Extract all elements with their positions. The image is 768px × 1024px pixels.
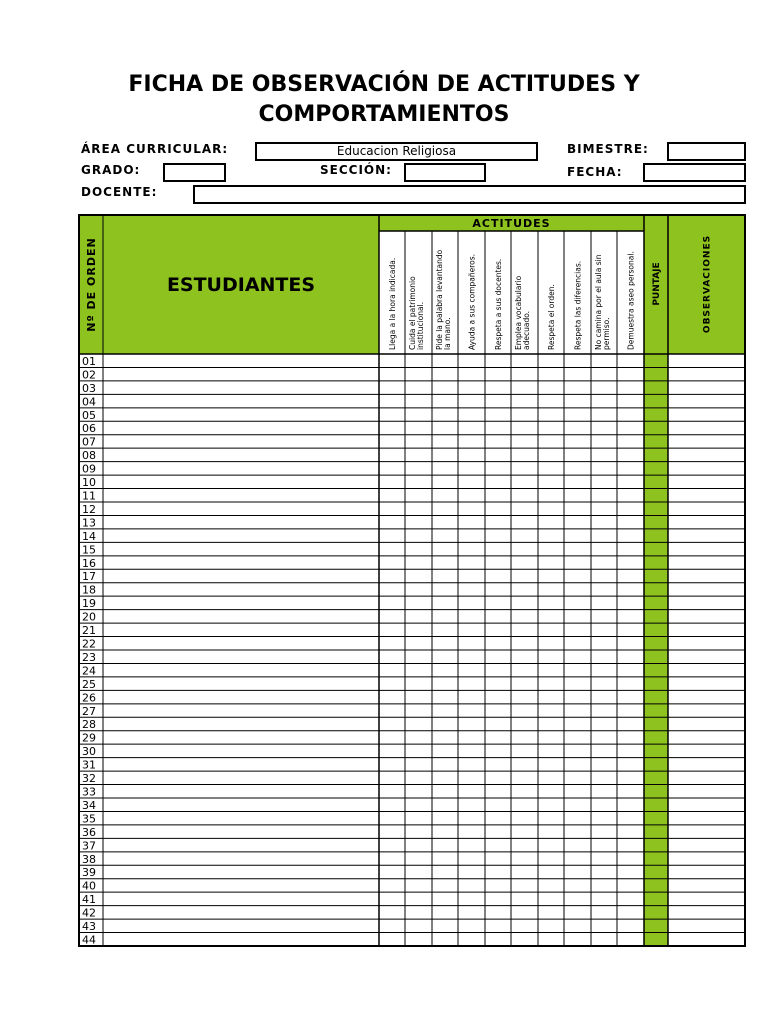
row-number: 14 xyxy=(82,529,96,543)
actitudes-header: ACTITUDES xyxy=(472,217,551,230)
actitud-label-9: No camina por el aula sin xyxy=(594,254,603,350)
row-number: 25 xyxy=(82,677,96,691)
actitud-label-3: la mano. xyxy=(443,317,452,350)
row-number: 29 xyxy=(82,731,96,745)
actitud-label-9: permiso. xyxy=(602,317,611,350)
actitud-label-6: Emplea vocabulario xyxy=(514,275,523,350)
row-number: 22 xyxy=(82,637,96,651)
row-number: 33 xyxy=(82,785,96,799)
row-number: 26 xyxy=(82,691,96,705)
actitud-label-6: adecuado. xyxy=(522,310,531,350)
row-number: 21 xyxy=(82,624,96,638)
actitud-label-4: Ayuda a sus compañeros. xyxy=(467,253,477,350)
row-number: 36 xyxy=(82,825,96,839)
actitud-label-1: Llega a la hora indicada. xyxy=(388,257,397,350)
row-number: 03 xyxy=(82,381,96,395)
area-curricular-label: ÁREA CURRICULAR: xyxy=(81,142,229,156)
row-number: 28 xyxy=(82,718,96,732)
actitud-label-8: Respeta las diferencias. xyxy=(573,260,583,350)
row-number: 09 xyxy=(82,462,96,476)
row-number: 07 xyxy=(82,435,96,449)
row-number: 35 xyxy=(82,812,96,826)
row-number: 15 xyxy=(82,543,96,557)
bimestre-label: BIMESTRE: xyxy=(567,142,649,156)
area-curricular-value: Educacion Religiosa xyxy=(336,144,457,158)
row-number: 01 xyxy=(82,354,96,368)
row-number: 02 xyxy=(82,368,96,382)
row-number: 32 xyxy=(82,772,96,786)
document-title-line2: COMPORTAMIENTOS xyxy=(258,102,510,127)
row-number: 38 xyxy=(82,852,96,866)
row-number: 04 xyxy=(82,395,96,409)
row-number: 16 xyxy=(82,556,96,570)
row-number: 44 xyxy=(82,933,96,947)
puntaje-header: PUNTAJE xyxy=(652,262,662,306)
actitud-label-5: Respeta a sus docentes. xyxy=(494,258,503,350)
actitud-label-3: Pide la palabra levantando xyxy=(435,249,444,350)
row-number: 30 xyxy=(82,745,96,759)
row-number: 11 xyxy=(82,489,96,503)
row-number: 43 xyxy=(82,920,96,934)
row-number: 31 xyxy=(82,758,96,772)
actitud-label-2: institucional. xyxy=(416,301,425,350)
row-number: 34 xyxy=(82,798,96,812)
actitud-label-10: Demuestra aseo personal. xyxy=(626,251,636,350)
row-number: 42 xyxy=(82,906,96,920)
row-number: 27 xyxy=(82,704,96,718)
row-number: 10 xyxy=(82,476,96,490)
row-number: 23 xyxy=(82,650,96,664)
row-number: 17 xyxy=(82,570,96,584)
students-header: ESTUDIANTES xyxy=(166,274,316,296)
row-number: 20 xyxy=(82,610,96,624)
row-number: 08 xyxy=(82,449,96,463)
actitud-label-2: Cuida el patrimonio xyxy=(408,276,417,350)
row-number: 41 xyxy=(82,893,96,907)
row-number: 39 xyxy=(82,866,96,880)
row-number: 06 xyxy=(82,422,96,436)
actitud-label-7: Respeta el orden. xyxy=(547,284,556,350)
row-number: 13 xyxy=(82,516,96,530)
row-number: 19 xyxy=(82,597,96,611)
row-number: 05 xyxy=(82,408,96,422)
seccion-label: SECCIÓN: xyxy=(320,163,392,177)
row-number: 24 xyxy=(82,664,96,678)
row-number: 18 xyxy=(82,583,96,597)
row-number: 12 xyxy=(82,502,96,516)
order-header: Nº DE ORDEN xyxy=(85,237,98,332)
fecha-label: FECHA: xyxy=(567,165,623,179)
row-number: 40 xyxy=(82,879,96,893)
docente-label: DOCENTE: xyxy=(81,185,158,199)
grado-label: GRADO: xyxy=(81,163,141,177)
observaciones-header: OBSERVACIONES xyxy=(702,234,713,334)
document-title-line1: FICHA DE OBSERVACIÓN DE ACTITUDES Y xyxy=(128,72,640,97)
row-number: 37 xyxy=(82,839,96,853)
